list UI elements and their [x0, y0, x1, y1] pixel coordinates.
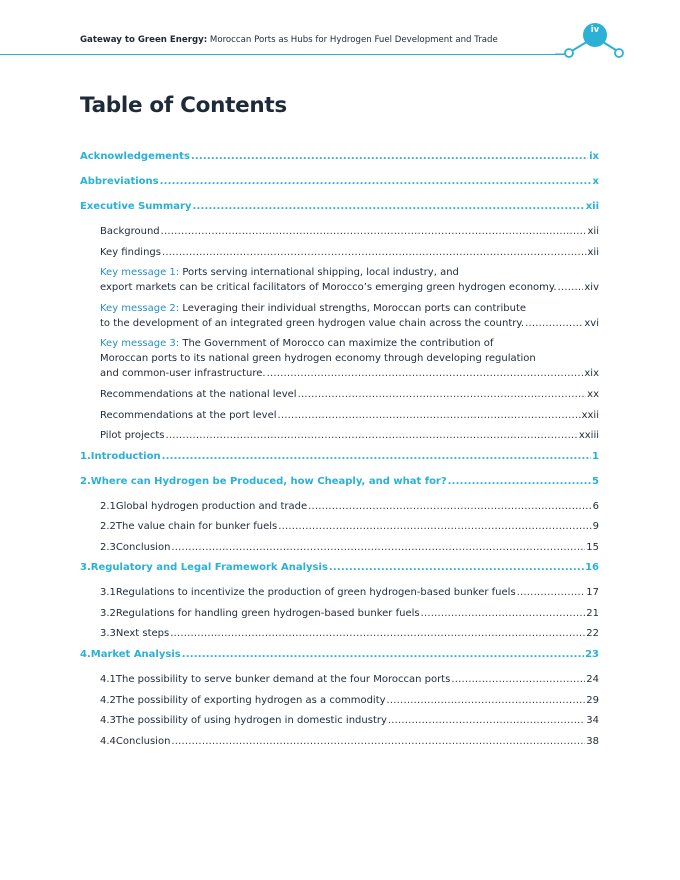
toc-section-3-2[interactable]	[100, 607, 599, 621]
toc-page: 16	[585, 562, 599, 573]
toc-page: 29	[586, 695, 599, 706]
toc-number: 4.4	[100, 736, 116, 747]
toc-entry-recommendations-port[interactable]	[100, 409, 599, 423]
toc-number: 4.2	[100, 695, 116, 706]
toc-label: Next steps	[115, 628, 170, 639]
toc-page: xxii	[581, 410, 599, 421]
toc-label: Abbreviations	[80, 176, 159, 187]
toc-label: Market Analysis	[90, 649, 181, 660]
toc-page: xix	[584, 368, 599, 379]
toc-page: x	[592, 176, 599, 187]
toc-number: 2.2	[100, 521, 116, 532]
toc-label: Acknowledgements	[80, 151, 190, 162]
toc-section-2-3[interactable]	[100, 541, 599, 555]
toc-section-4-1[interactable]	[100, 673, 599, 687]
toc-page: 23	[585, 649, 599, 660]
toc-number: 3.	[80, 562, 91, 573]
toc-number: 3.2	[100, 608, 116, 619]
toc-number: 4.1	[100, 674, 116, 685]
toc-section-3-3[interactable]	[100, 627, 599, 641]
running-header	[80, 35, 498, 45]
toc-page: 1	[592, 451, 599, 462]
key-message-prefix: Key message 1:	[100, 267, 180, 278]
toc-label: The value chain for bunker fuels	[115, 521, 278, 532]
toc-number: 2.1	[100, 501, 116, 512]
page-number: iv	[590, 25, 600, 35]
toc-entry-key-message-3-line1[interactable]: Key message 3: The Government of Morocco can maximize the contribution of	[100, 338, 494, 349]
toc-label: Conclusion	[115, 736, 171, 747]
toc-page: 17	[586, 587, 599, 598]
key-message-prefix: Key message 3:	[100, 338, 180, 349]
toc-label: Where can Hydrogen be Produced, how Cheaply, and what for?	[90, 476, 447, 487]
toc-label: Regulations for handling green hydrogen-based bunker fuels	[115, 608, 420, 619]
toc-section-4-4[interactable]	[100, 735, 599, 749]
toc-label: Global hydrogen production and trade	[115, 501, 308, 512]
toc-section-2-1[interactable]	[100, 500, 599, 514]
toc-entry-key-message-3-line2[interactable]: Moroccan ports to its national green hydrogen economy through developing regulation	[100, 353, 536, 364]
toc-number: 2.	[80, 476, 91, 487]
toc-page: xvi	[584, 318, 599, 329]
toc-entry-recommendations-national[interactable]	[100, 388, 599, 402]
key-message-prefix: Key message 2:	[100, 303, 180, 314]
toc-entry-background[interactable]	[100, 225, 599, 239]
toc-entry-key-findings[interactable]	[100, 246, 599, 260]
toc-section-2-2[interactable]	[100, 520, 599, 534]
toc-label: Recommendations at the national level	[100, 389, 297, 400]
toc-entry-pilot-projects[interactable]	[100, 429, 599, 443]
toc-entry-key-message-1-line1[interactable]: Key message 1: Ports serving international shipping, local industry, and	[100, 267, 459, 278]
toc-chapter-4[interactable]	[80, 648, 599, 662]
toc-chapter-1[interactable]	[80, 450, 599, 464]
toc-label: Conclusion	[115, 542, 171, 553]
toc-page: 5	[592, 476, 599, 487]
toc-entry-abbreviations[interactable]	[80, 175, 599, 189]
running-header-bold: Gateway to Green Energy:	[80, 35, 208, 45]
toc-page: 6	[592, 501, 599, 512]
toc-section-3-1[interactable]	[100, 586, 599, 600]
toc-label: Regulatory and Legal Framework Analysis	[90, 562, 328, 573]
toc-page: xii	[587, 226, 599, 237]
toc-page: ix	[589, 151, 599, 162]
toc-entry-acknowledgements[interactable]	[80, 150, 599, 164]
toc-label: Regulations to incentivize the production of green hydrogen-based bunker fuels	[115, 587, 516, 598]
running-header-rest: Moroccan Ports as Hubs for Hydrogen Fuel Development and Trade	[207, 35, 498, 45]
toc-number: 3.1	[100, 587, 116, 598]
toc-entry-key-message-3-line3[interactable]: and common-user infrastructure. ..... xix	[100, 367, 599, 381]
toc-number: 4.3	[100, 715, 116, 726]
toc-chapter-2[interactable]	[80, 475, 599, 489]
toc-label: Background	[100, 226, 160, 237]
toc-label: Introduction	[90, 451, 161, 462]
toc-label: The possibility to serve bunker demand at the four Moroccan ports	[115, 674, 451, 685]
toc-page: 24	[586, 674, 599, 685]
toc-label: Key findings	[100, 247, 161, 258]
toc-page: xx	[587, 389, 599, 400]
toc-entry-executive-summary[interactable]	[80, 200, 599, 214]
toc-label: The possibility of using hydrogen in domestic industry	[115, 715, 387, 726]
toc-number: 1.	[80, 451, 91, 462]
toc-number: 2.3	[100, 542, 116, 553]
toc-label: The possibility of exporting hydrogen as a commodity	[115, 695, 386, 706]
toc-page: 15	[586, 542, 599, 553]
toc-number: 4.	[80, 649, 91, 660]
toc-entry-key-message-2-line2[interactable]: to the development of an integrated green hydrogen value chain across the country. ..... xvi	[100, 317, 599, 331]
toc-page: xxiii	[578, 430, 599, 441]
toc-page: 38	[586, 736, 599, 747]
toc-label: Executive Summary	[80, 201, 192, 212]
toc-number: 3.3	[100, 628, 116, 639]
toc-section-4-3[interactable]	[100, 714, 599, 728]
toc-chapter-3[interactable]	[80, 561, 599, 575]
toc-page: xii	[585, 201, 599, 212]
toc-page: xiv	[584, 282, 599, 293]
toc-section-4-2[interactable]	[100, 694, 599, 708]
toc-label: Recommendations at the port level	[100, 410, 277, 421]
toc-page: 34	[586, 715, 599, 726]
header-rule	[0, 54, 568, 55]
toc-entry-key-message-2-line1[interactable]: Key message 2: Leveraging their individual strengths, Moroccan ports can contribute	[100, 303, 527, 314]
toc-page: 22	[586, 628, 599, 639]
toc-entry-key-message-1-line2[interactable]: export markets can be critical facilitators of Morocco’s emerging green hydrogen economy. ..... xiv	[100, 281, 599, 295]
toc-page: xii	[587, 247, 599, 258]
page-title: Table of Contents	[80, 93, 287, 118]
toc-label: Pilot projects	[100, 430, 165, 441]
toc-page: 21	[586, 608, 599, 619]
toc-page: 9	[592, 521, 599, 532]
